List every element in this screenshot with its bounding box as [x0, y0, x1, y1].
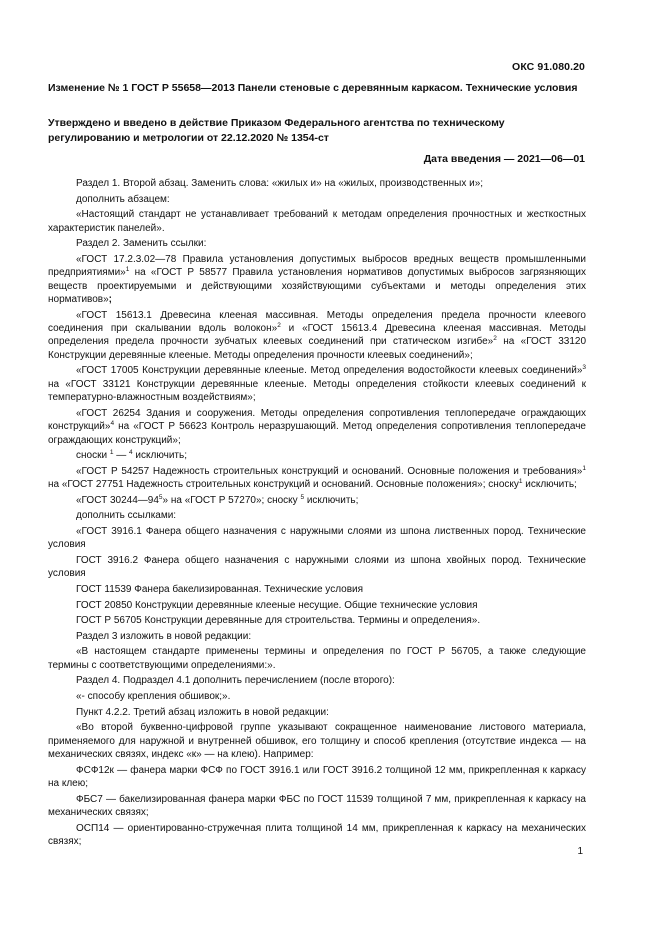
footnote-ref: 3: [582, 364, 586, 372]
paragraph: ФБС7 — бакелизированная фанера марки ФБС по ГОСТ 11539 толщиной 7 мм, прикрепленная к каркасу на механических связях;: [48, 793, 586, 818]
page-number: 1: [577, 846, 583, 857]
paragraph: ГОСТ 3916.2 Фанера общего назначения с наружными слоями из шпона хвойных пород. Технические условия: [48, 555, 586, 580]
text: исключить;: [132, 450, 187, 462]
text: «ГОСТ 15613.1 Древесина клееная массивная. Методы определения предела прочности клеевого соединения при скалывании вдоль волокон»: [48, 309, 586, 334]
paragraph: «Во второй буквенно-цифровой группе указывают сокращенное наименование листового материала, применяемого для наружной и внутренней обшивок, его толщину и способ крепления (отсутствие индекса — на механических связях, индекс «к» — на клею). Например:: [48, 722, 586, 760]
paragraph: Раздел 1. Второй абзац. Заменить слова: «жилых и» на «жилых, производственных и»;: [76, 178, 484, 189]
paragraph: Раздел 4. Подраздел 4.1 дополнить перечислением (после второго):: [76, 675, 395, 687]
paragraph: [48, 449, 586, 462]
paragraph: [48, 253, 586, 307]
footnote-ref: 5: [300, 493, 305, 501]
footnote-ref: 2: [493, 335, 497, 343]
footnote-ref: 2: [277, 322, 281, 329]
footnote-ref: 1: [125, 266, 130, 274]
text: на «ГОСТ Р 58577 Правила установления нормативов допустимых выбросов загрязняющих веществ проектируемыми и действующими хозяйствующими субъектами и методы определения этих нормативов»: [48, 267, 586, 305]
okc-code: ОКС 91.080.20: [512, 61, 585, 73]
paragraph: ГОСТ 20850 Конструкции деревянные клееные несущие. Общие технические условия: [76, 599, 478, 611]
paragraph: ОСП14 — ориентированно-стружечная плита толщиной 14 мм, прикрепленная к каркасу на механических связях;: [48, 822, 586, 847]
text: на «ГОСТ 33121 Конструкции деревянные клееные. Методы определения стойкости клеевых соединений к температурно-влажностным воздействиям»;: [48, 378, 586, 404]
paragraph: ГОСТ Р 56705 Конструкции деревянные для строительства. Термины и определения».: [76, 615, 481, 627]
approval-statement: Утверждено и введено в действие Приказом Федерального агентства по техническому регулированию и метрологии от 22.12.2020 № 1354-ст: [48, 117, 505, 144]
text: исключить;: [304, 494, 359, 506]
paragraph: дополнить ссылками:: [76, 510, 177, 522]
text: и «ГОСТ 15613.4 Древесина клееная массивная. Методы определения предела прочности зубчатых клеевых соединений при статическом изгибе»: [48, 323, 586, 348]
footnote-ref: 4: [129, 449, 133, 457]
text: «ГОСТ 17005 Конструкции деревянные клееные. Метод определения водостойкости клеевых соединений»: [76, 365, 583, 377]
paragraph: Раздел 2. Заменить ссылки:: [76, 238, 207, 250]
paragraph: «В настоящем стандарте применены термины и определения по ГОСТ Р 56705, а также следующие термины с соответствующими определениями:».: [48, 646, 586, 671]
paragraph: Раздел 3 изложить в новой редакции:: [76, 630, 252, 642]
text: на «ГОСТ 27751 Надежность строительных конструкций и оснований. Основные положения»; сноску: [48, 479, 519, 491]
effective-date: Дата введения — 2021—06—01: [423, 153, 585, 165]
text: ;: [108, 294, 113, 305]
paragraph: «- способу крепления обшивок;».: [76, 690, 231, 702]
text: » на «ГОСТ Р 57270»; сноску: [162, 494, 301, 506]
text: на «ГОСТ 33120 Конструкции деревянные клееные. Методы определения прочности клеевых соединений»;: [48, 336, 587, 361]
text: на «ГОСТ Р 56623 Контроль неразрушающий. Метод определения сопротивления теплопередаче ограждающих конструкций»;: [48, 421, 586, 446]
amendment-title: Изменение № 1 ГОСТ Р 55658—2013 Панели стеновые с деревянным каркасом. Технические условия: [48, 82, 578, 94]
paragraph: дополнить абзацем:: [76, 193, 170, 205]
text: «ГОСТ 30244—94: [76, 494, 159, 506]
paragraph: [48, 494, 586, 507]
text: исключить;: [522, 479, 577, 491]
document-body: [48, 177, 586, 851]
paragraph: [48, 407, 586, 447]
text: «ГОСТ 26254 Здания и сооружения. Методы определения сопротивления теплопередаче ограждающих конструкций»: [48, 407, 586, 433]
text: «ГОСТ Р 54257 Надежность строительных конструкций и оснований. Основные положения и требования»: [76, 465, 583, 477]
paragraph: [48, 309, 586, 363]
paragraph: ГОСТ 11539 Фанера бакелизированная. Технические условия: [76, 584, 364, 595]
footnote-ref: 1: [518, 478, 523, 486]
footnote-ref: 5: [158, 493, 163, 501]
paragraph: «ГОСТ 3916.1 Фанера общего назначения с наружными слоями из шпона лиственных пород. Технические условия: [48, 526, 586, 551]
footnote-ref: 1: [109, 449, 114, 457]
paragraph: Пункт 4.2.2. Третий абзац изложить в новой редакции:: [76, 706, 329, 718]
text: «ГОСТ 17.2.3.02—78 Правила установления допустимых выбросов вредных веществ промышленными предприятиями»: [48, 253, 586, 279]
text: —: [113, 450, 130, 462]
paragraph: ФСФ12к — фанера марки ФСФ по ГОСТ 3916.1 или ГОСТ 3916.2 толщиной 12 мм, прикрепленная к каркасу на клею;: [48, 764, 586, 789]
paragraph: [48, 465, 586, 492]
paragraph: «Настоящий стандарт не устанавливает требований к методам определения прочностных и жесткостных характеристик панелей».: [48, 209, 586, 234]
footnote-ref: 4: [110, 420, 115, 428]
footnote-ref: 1: [582, 464, 586, 472]
paragraph: [48, 364, 586, 404]
text: сноски: [76, 450, 110, 462]
